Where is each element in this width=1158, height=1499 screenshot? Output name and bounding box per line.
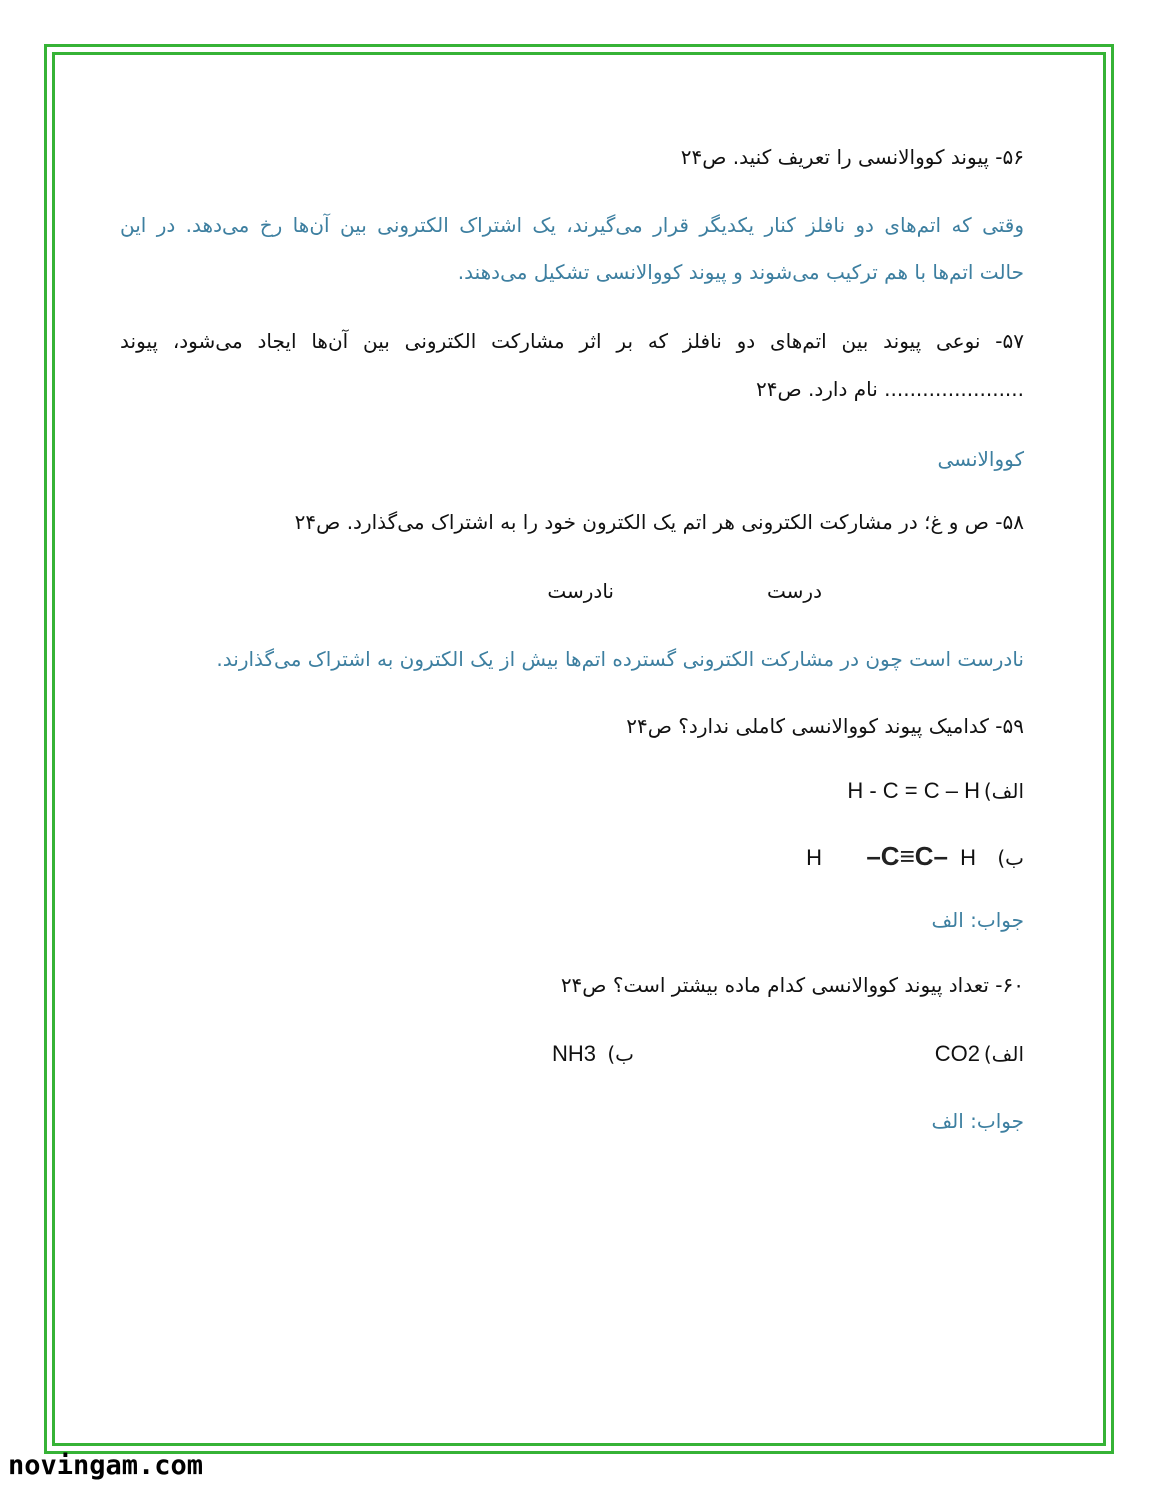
option-a-formula-60: CO2 bbox=[934, 1041, 980, 1066]
option-a-label: الف) bbox=[983, 779, 1024, 803]
option-false: نادرست bbox=[547, 579, 614, 603]
answer-59: جواب: الف bbox=[931, 908, 1024, 932]
triple-bond-image: –C≡C– bbox=[866, 841, 948, 871]
option-b-label: ب) bbox=[997, 846, 1024, 870]
watermark-logo: novingam.com bbox=[8, 1450, 204, 1481]
question-60: ۶۰- تعداد پیوند کووالانسی کدام ماده بیشتر است؟ ص۲۴ bbox=[560, 973, 1024, 997]
answer-58: نادرست است چون در مشارکت الکترونی گسترده اتم‌ها بیش از یک الکترون به اشتراک می‌گذارند. bbox=[216, 647, 1024, 671]
option-b-label-60: ب) bbox=[607, 1042, 634, 1066]
option-b-h-left: H bbox=[806, 845, 822, 870]
option-b-formula-60: NH3 bbox=[551, 1041, 596, 1066]
option-a-label-60: الف) bbox=[983, 1042, 1024, 1066]
question-57-line-1: ۵۷- نوعی پیوند بین اتم‌های دو نافلز که بر اثر مشارکت الکترونی بین آن‌ها ایجاد می‌شود، پیوند bbox=[120, 329, 1024, 353]
answer-56-line-2: حالت اتم‌ها با هم ترکیب می‌شوند و پیوند کووالانسی تشکیل می‌دهند. bbox=[457, 260, 1024, 284]
answer-60: جواب: الف bbox=[931, 1109, 1024, 1133]
question-58: ۵۸- ص و غ؛ در مشارکت الکترونی هر اتم یک الکترون خود را به اشتراک می‌گذارد. ص۲۴ bbox=[294, 510, 1024, 534]
answer-56-line-1: وقتی که اتم‌های دو نافلز کنار یکدیگر قرار می‌گیرند، یک اشتراک الکترونی بین آن‌ها رخ می‌دهد. در این bbox=[120, 213, 1024, 237]
option-b-h-right: H bbox=[960, 845, 976, 870]
question-57-line-2: ...................... نام دارد. ص۲۴ bbox=[755, 377, 1024, 401]
question-59: ۵۹- کدامیک پیوند کووالانسی کاملی ندارد؟ ص۲۴ bbox=[626, 714, 1024, 738]
option-true: درست bbox=[767, 579, 822, 603]
document-content bbox=[120, 0, 1024, 1499]
option-a-formula: H - C = C – H bbox=[847, 778, 980, 803]
answer-57: کووالانسی bbox=[937, 447, 1024, 471]
question-56: ۵۶- پیوند کووالانسی را تعریف کنید. ص۲۴ bbox=[680, 145, 1024, 169]
